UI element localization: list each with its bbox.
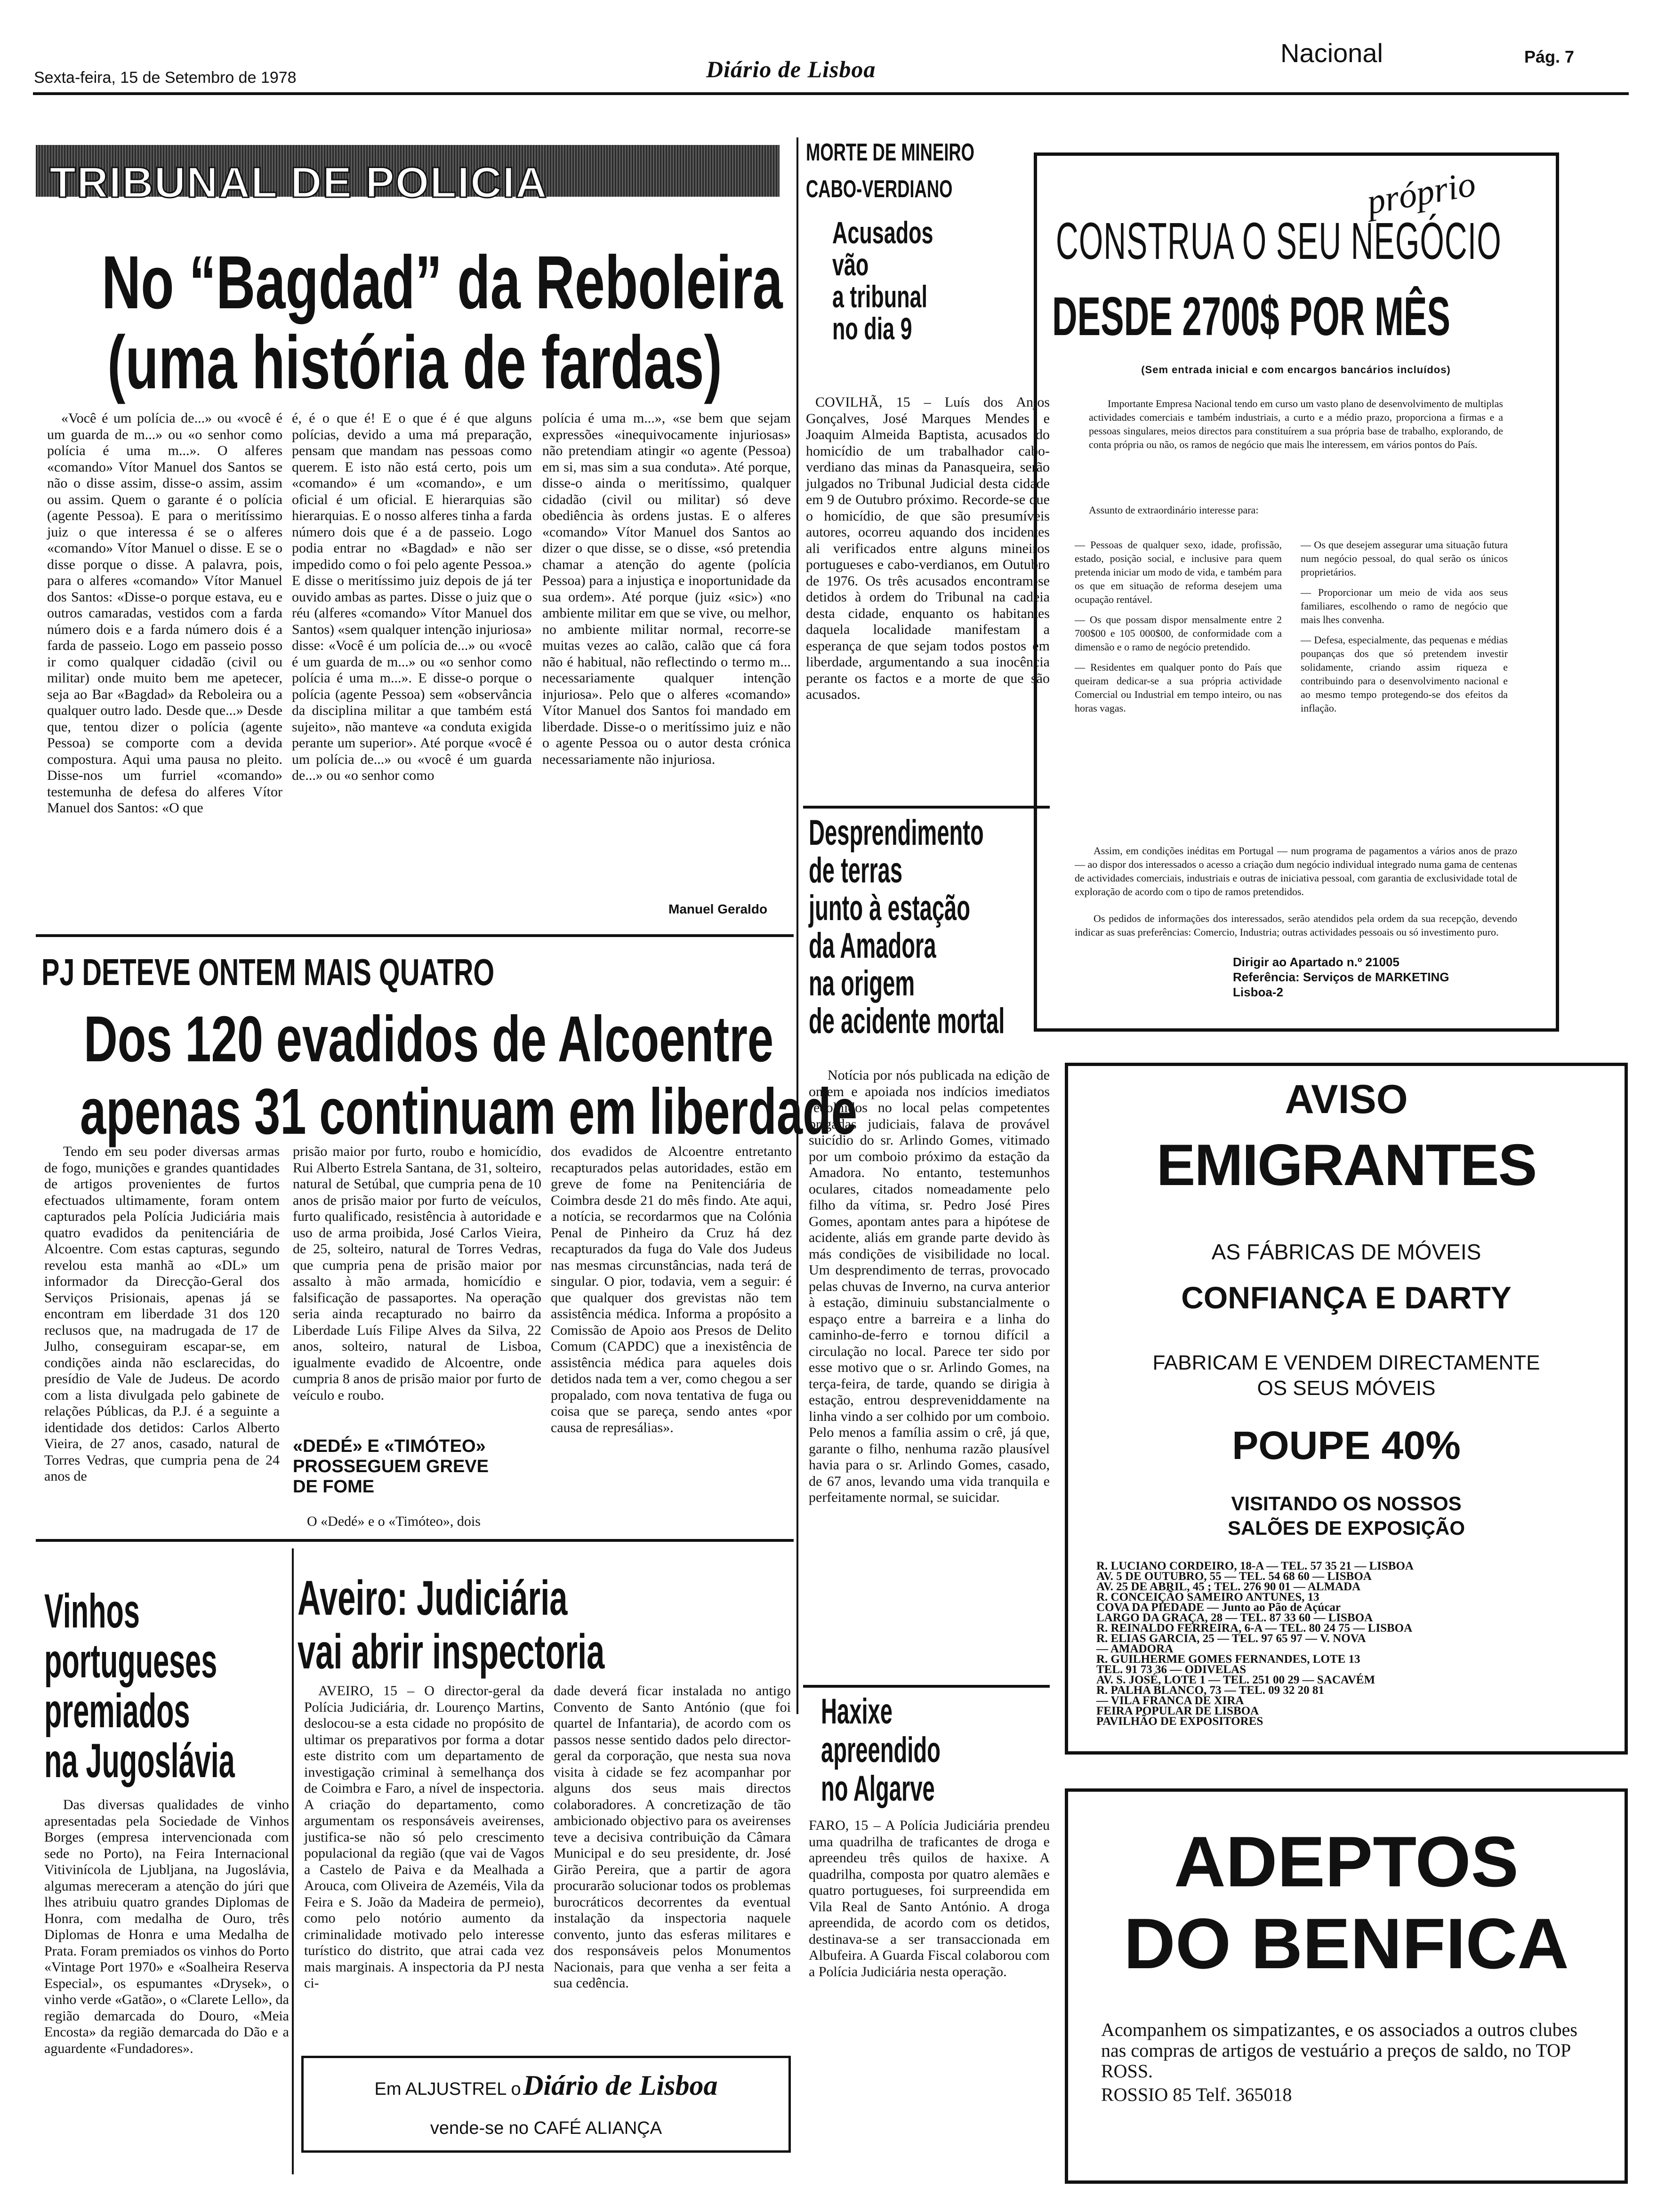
vinhos-headline-line: premiados xyxy=(44,1684,190,1738)
header-page-number: Pág. 7 xyxy=(1524,47,1575,66)
aveiro-column-2: dade deverá ficar instalada no antigo Convento de Santo António (que foi quartel de Infantaria), de acordo com os passos nesse sentido dados pelo director-geral da corporação, que nesta sua nova visita à cidade se fez acompanhar por alguns dos seus mais directos colaboradores. A concretização de tão ambicionado objectivo para os aveirenses teve a decisiva contribuição da Câmara Municipal e do seu presidente, dr. José Girão Pereira, que a partir de agora procurarão solucionar todos os problemas burocráticos decorrentes da eventual instalação da inspectoria naquele convento, junto das esferas militares e dos responsáveis pelos Monumentos Nacionais, para que venha a ser feita a sua cedência. xyxy=(554,1683,791,1991)
tribunal-headline-1: No “Bagdad” da Reboleira xyxy=(102,240,783,324)
pj-column-1: Tendo em seu poder diversas armas de fogo, munições e grandes quantidades de artigos provenientes de furtos efectuados ultimamente, foram ontem capturados pela Polícia Judiciária mais quatro evadidos da penitenciária de Alcoentre. Com estas capturas, segundo revelou esta manhã ao «DL» um informador da Direcção-Geral dos Serviços Prisionais, apenas já se encontram em liberdade 31 dos 120 reclusos que, na madrugada de 17 de Julho, conseguiram escapar-se, em condições ainda não esclarecidas, do presídio de Vale de Judeus. De acordo com a lista divulgada pelo gabinete de relações Públicas, da P.J. é a seguinte a identidade dos detidos: Carlos Alberto Vieira, de 27 anos, casado, natural de Torres Vedras, que cumpria pena de 24 anos de xyxy=(44,1144,280,1484)
tribunal-headline-2: (uma história de fardas) xyxy=(107,320,722,404)
haxixe-body: FARO, 15 – A Polícia Judiciária prendeu uma quadrilha de traficantes de droga e apreendeu três quilos de haxixe. A quadrilha, composta por quatro alemães e quatro portugueses, foi surpreendida em Vila Real de Santo António. A droga apreendida, de acordo com os detidos, destinava-se a ser transaccionada em Albufeira. A Guarda Fiscal colaborou com a Polícia Judiciária nesta operação. xyxy=(809,1818,1050,1980)
ad-emigrantes-address: TEL. 91 73 36 — ODIVELAS xyxy=(1096,1663,1247,1676)
ad-emigrantes-fabricam-2: OS SEUS MÓVEIS xyxy=(1257,1377,1436,1400)
pj-kicker: PJ DETEVE ONTEM MAIS QUATRO xyxy=(41,951,495,993)
ad-emigrantes-address: R. PALHA BLANCO, 73 — TEL. 09 32 20 81 xyxy=(1096,1684,1324,1697)
header-section: Nacional xyxy=(1280,38,1383,68)
amadora-headline-line: Desprendimento xyxy=(809,813,984,853)
aveiro-headline-2: vai abrir inspectoria xyxy=(298,1625,605,1679)
tribunal-banner-text: TRIBUNAL DE POLICIA xyxy=(49,159,548,207)
ad-negocio-right-list xyxy=(1301,538,1508,715)
ad-negocio-subtitle: Assunto de extraordinário interesse para: xyxy=(1089,504,1259,516)
ad-emigrantes-fabricam-1: FABRICAM E VENDEM DIRECTAMENTE xyxy=(1152,1351,1540,1374)
separator-mineiro-bottom xyxy=(803,806,1050,809)
haxixe-headline-line: apreendido xyxy=(821,1730,941,1770)
pj-column-2: prisão maior por furto, roubo e homicídio, Rui Alberto Estrela Santana, de 31, solteiro, natural de Setúbal, que cumpria pena de 10 anos de prisão maior por furto de veículos, furto qualificado, resistência à autoridade e uso de arma proibida, José Carlos Vieira, de 25, solteiro, natural de Torres Vedras, que cumpria pena de prisão maior por assalto à mão armada, homicídio e falsificação de passaportes. Na operação seria ainda recapturado no bairro da Liberdade Luís Filipe Alves da Silva, 22 anos, solteiro, natural de Lisboa, igualmente evadido de Alcoentre, onde cumpria 8 anos de prisão maior por furto de veículo e roubo. xyxy=(293,1144,541,1403)
ad-emigrantes-poupe: POUPE 40% xyxy=(1232,1423,1461,1467)
ad-emigrantes-address-list xyxy=(1096,1561,1414,1727)
ad-emigrantes-visitando-1: VISITANDO OS NOSSOS xyxy=(1231,1492,1462,1515)
ad-benfica xyxy=(1065,1788,1628,2184)
separator-tribunal-bottom xyxy=(36,934,794,937)
ad-negocio-para-1: Assim, em condições inéditas em Portugal — num programa de pagamentos a vários anos de prazo — ao dispor dos interessados o acesso a criação dum negócio individual integrado numa gama de centenas de actividades comerciais, industriais e outras de iniciativa pessoal, com garantia de exclusividade total de exploração de acordo com o tipo de ramos pretendidos. xyxy=(1075,845,1517,898)
ad-emigrantes-address: PAVILHÃO DE EXPOSITORES xyxy=(1096,1715,1263,1728)
pj-headline-2: apenas 31 continuam em liberdade xyxy=(80,1075,858,1148)
ad-negocio-list-item: — Proporcionar um meio de vida aos seus familiares, escolhendo o ramo de negócio que mais lhes convenha. xyxy=(1301,586,1508,625)
pj-subhead: «DEDÉ» E «TIMÓTEO» PROSSEGUEM GREVE DE FOME xyxy=(293,1436,489,1497)
ad-benfica-line-1: ADEPTOS xyxy=(1174,1822,1519,1902)
separator-amadora-bottom xyxy=(803,1685,1050,1688)
aljustrel-line-2: vende-se no CAFÉ ALIANÇA xyxy=(430,2118,662,2138)
ad-emigrantes-address: AV. 25 DE ABRIL, 45 ; TEL. 276 90 01 — ALMADA xyxy=(1096,1580,1361,1593)
aljustrel-line-1 xyxy=(304,2069,788,2102)
ad-negocio-line-2: DESDE 2700$ POR MÊS xyxy=(1052,286,1450,347)
ad-emigrantes-aviso: AVISO xyxy=(1285,1077,1408,1122)
amadora-headline-line: de terras xyxy=(809,850,903,890)
separator-vinhos-vertical xyxy=(292,1548,294,2174)
ad-emigrantes-address: R. ELIAS GARCIA, 25 — TEL. 97 65 97 — V. NOVA xyxy=(1096,1632,1366,1645)
ad-negocio-para-2: Os pedidos de informações dos interessados, serão atendidos pela ordem da sua recepção, devendo indicar as suas preferências: Comercio, Industria; outras actividades pessoais ou só investimento puro. xyxy=(1075,913,1517,938)
ad-benfica-line-2: DO BENFICA xyxy=(1124,1904,1569,1984)
ad-emigrantes-address: AV. S. JOSÉ, LOTE 1 — TEL. 251 00 29 — SACAVÉM xyxy=(1096,1674,1375,1686)
ad-emigrantes-address: FEIRA POPULAR DE LISBOA xyxy=(1096,1705,1259,1717)
separator-vertical-left xyxy=(796,137,798,1714)
ad-negocio-list-item: — Defesa, especialmente, das pequenas e médias poupanças dos que só pretendem investir solidamente, criando assim riqueza e contribuindo para o desenvolvimento nacional e ao mesmo tempo protegendo-se dos efeitos da inflação. xyxy=(1301,634,1508,714)
ad-emigrantes-fabricas: AS FÁBRICAS DE MÓVEIS xyxy=(1211,1240,1481,1264)
tribunal-column-3: polícia é uma m...», «se bem que sejam expressões «inequivocamente injuriosas» não pretendiam atingir «o agente (Pessoa) em si, mas sim a sua conduta». Até porque, disse-o ainda o meritíssimo, qualquer cidadão (civil ou militar) só deve obediência às ordens justas. E o alferes «comando» Vítor Manuel dos Santos ao dizer o que disse, se o disse, «só pretendia chamar a atenção do agente (polícia Pessoa) para a injustiça e inoportunidade da sua ordem». Até porque (juiz «sic») «no ambiente militar em que se vive, ou melhor, no ambiente militar normal, recorre-se muitas vezes ao calão, calão que cá fora não é habitual, não reflectindo o termo m... necessariamente qualquer intenção injuriosa». Pelo que o alferes «comando» Vítor Manuel dos Santos foi mandado em liberdade. Disse-o o meritíssimo juiz e não o agente Pessoa ou o autor desta crónica necessariamente não injuriosa. xyxy=(542,410,791,767)
ad-negocio-address-1: Dirigir ao Apartado n.º 21005 xyxy=(1233,955,1400,969)
ad-negocio-list-item: — Os que possam dispor mensalmente entre 2 700$00 e 105 000$00, de conformidade com a dimensão e o ramo de negócio pretendido. xyxy=(1075,614,1282,653)
mineiro-body: COVILHÃ, 15 – Luís dos Anjos Gonçalves, José Marques Mendes e Joaquim Almeida Baptista, acusados do homicídio de um trabalhador cabo-verdiano das minas da Panasqueira, serão julgados no Tribunal Judicial desta cidade em 9 de Outubro próximo. Recorde-se que o homicídio, de que são presumíveis autores, ocorreu aquando dos incidentes ali verificados entre alguns mineiros portugueses e cabo-verdianos, em Outubro de 1976. Os três acusados encontram-se detidos à ordem do Tribunal na cadeia desta cidade, enquanto os habitantes daquela localidade manifestam a esperança de que sejam todos postos em liberdade, argumentando a sua inocência perante os factos e a morte de que são acusados. xyxy=(806,394,1050,702)
ad-emigrantes-address: — AMADORA xyxy=(1096,1643,1174,1655)
pj-column-2-end: O «Dedé» e o «Timóteo», dois xyxy=(307,1514,481,1529)
tribunal-column-2: é, é o que é! E o que é é que alguns polícias, devido a uma má preparação, pensam que mandam nas pessoas como querem. E isto não está certo, pois um «comando» é um «comando», e um oficial é um oficial. E hierarquias são hierarquias. E o nosso alferes tinha a farda número dois que é a de passeio. Logo podia entrar no «Bagdad» e não ser impedido como o foi pelo agente Pessoa.» E disse o meritíssimo juiz depois de já ter ouvido ambas as partes. Disse o juiz que o réu (alferes «comando» Vítor Manuel dos Santos) «sem qualquer intenção injuriosa» disse: «Você é um polícia de...» ou «você é um guarda de m...» ou «o senhor como polícia é uma m...». E disse-o porque o polícia (agente Pessoa) sem «observância da disciplina militar a que também está sujeito», não manteve «a conduta exigida perante um superior». Até porque «você é um polícia de...» ou «você é um guarda de...» ou «o senhor como xyxy=(292,410,532,783)
ad-negocio-intro: Importante Empresa Nacional tendo em curso um vasto plano de desenvolvimento de multiplas actividades comerciais e também industriais, a curto e a médio prazo, proporciona a firmas e a pessoas singulares, meios directos para constituírem a sua própria base de trabalho, explorando, de conta própria ou não, os ramos de negócio que mais lhe interessem, em vários pontos do País. xyxy=(1089,398,1503,450)
ad-negocio-list-item: — Residentes em qualquer ponto do País que queiram dedicar-se a sua própria actividade Comercial ou Industrial em tempo inteiro, ou nas horas vagas. xyxy=(1075,661,1282,714)
ad-negocio-list-item: — Os que desejem assegurar uma situação futura num negócio pessoal, do qual serão os únicos proprietários. xyxy=(1301,539,1508,578)
mineiro-kicker-2: CABO-VERDIANO xyxy=(806,176,953,203)
ad-emigrantes-address: — VILA FRANCA DE XIRA xyxy=(1096,1694,1244,1707)
ad-negocio-left-list xyxy=(1075,538,1282,715)
amadora-headline xyxy=(809,814,1125,1040)
ad-negocio-address-2: Referência: Serviços de MARKETING xyxy=(1233,970,1449,984)
mineiro-headline-line: vão xyxy=(832,247,869,282)
aveiro-headline-1: Aveiro: Judiciária xyxy=(298,1571,568,1626)
vinhos-body: Das diversas qualidades de vinho apresentadas pela Sociedade de Vinhos Borges (empresa intervencionada com sede no Porto), na Feira Internacional Vitivinícola de Ljubljana, na Jugoslávia, algumas mereceram a atenção do júri que lhes atribuiu quatro grandes Diplomas de Honra, com medalha de Ouro, três Diplomas de Honra e uma Medalha de Prata. Foram premiados os vinhos do Porto «Vintage Port 1970» e «Soalheira Reserva Especial», os espumantes «Drysek», o vinho verde «Gatão», o «Clarete Lello», da região demarcada do Douro, «Meia Encosta» da região demarcada do Dão e a aguardente «Fundadores». xyxy=(44,1797,289,2056)
amadora-body: Notícia por nós publicada na edição de ontem e apoiada nos indícios imediatos recolhidos no local pelas competentes brigadas judiciais, falava de provável suicídio do sr. Arlindo Gomes, vitimado por um comboio próximo da estação da Amadora. No entanto, testemunhos oculares, citados nomeadamente pelo filho da vítima, sr. Pedro José Pires Gomes, apontam antes para a hipótese de acidente, aliás em grande parte devido às más condições de visibilidade no local. Um desprendimento de terras, provocado pelas chuvas de Inverno, na curva anterior à estação, diminuiu substancialmente o espaço entre a barreira e a linha do caminho-de-ferro e tornou difícil a circulação no local. Parece ter sido por esse motivo que o sr. Arlindo Gomes, na terça-feira, de tarde, quando se dirigia à estação, entrou despreveniddamente na linha vindo a ser colhido por um comboio. Pelo menos a família assim o crê, já que, garante o filho, nenhuma razão plausível havia para o sr. Arlindo Gomes, casado, de 67 anos, levando uma vida tranquila e perfeitamente normal, se suicidar. xyxy=(809,1067,1050,1505)
tribunal-column-1: «Você é um polícia de...» ou «você é um guarda de m...» ou «o senhor como polícia é uma m...». O alferes «comando» Vítor Manuel dos Santos se não o disse assim, disse-o assim, assim ou assim. Quem o garante é o polícia (agente Pessoa). E para o meritíssimo juiz o que interessa é se o alferes «comando» Vítor Manuel o disse. E se o disse porque o disse. A palavra, pois, para o alferes «comando» Vítor Manuel dos Santos: «Disse-o porque estava, eu e outros camaradas, vestidos com a farda número dois e a farda número dois é a farda de passeio. Logo em passeio posso ir como qualquer cidadão (civil ou militar) onde muito bem me apetecer, seja ao Bar «Bagdad» da Reboleira ou a qualquer outro lado. Desde que...» Desde que, tentou dizer o polícia (agente Pessoa) se comporte com a devida compostura. Aqui uma pausa no pleito. Disse-nos um furriel «comando» testemunha de defesa do alferes Vítor Manuel dos Santos: «O que xyxy=(47,410,282,816)
haxixe-headline xyxy=(821,1692,1014,1808)
vinhos-headline-line: Vinhos xyxy=(44,1584,140,1638)
haxixe-headline-line: Haxixe xyxy=(821,1691,893,1731)
amadora-headline-line: da Amadora xyxy=(809,926,936,966)
mineiro-headline xyxy=(832,216,981,345)
ad-emigrantes-address: LARGO DA GRAÇA, 28 — TEL. 87 33 60 — LISBOA xyxy=(1096,1611,1373,1624)
ad-negocio-list-item: — Pessoas de qualquer sexo, idade, profissão, estado, posição social, e inclusive para quem pretenda iniciar um modo de vida, e também para os que em situação de reforma desejem uma ocupação rentável. xyxy=(1075,539,1282,605)
header-rule xyxy=(33,92,1629,95)
aveiro-column-1: AVEIRO, 15 – O director-geral da Polícia Judiciária, dr. Lourenço Martins, deslocou-se a esta cidade no propósito de ultimar os preparativos por forma a dotar este distrito com um departamento de investigação criminal à semelhança dos de Coimbra e Faro, a nível de inspectoria. A criação do departamento, como argumentam os responsáveis aveirenses, justifica-se não só pelo crescimento populacional da região (que vai de Vagos a Castelo de Paiva e da Mealhada a Arouca, com Oliveira de Azeméis, Vila da Feira e S. João da Madeira de permeio), como pelo notório aumento da criminalidade motivado pelo interesse turístico do distrito, que atrai cada vez mais marginais. A inspectoria da PJ nesta ci- xyxy=(304,1683,544,1991)
mineiro-headline-line: no dia 9 xyxy=(832,311,912,346)
ad-emigrantes-address: COVA DA PIEDADE — Junto ao Pão de Açúcar xyxy=(1096,1601,1341,1614)
ad-negocio-address-3: Lisboa-2 xyxy=(1233,985,1283,999)
amadora-headline-line: na origem xyxy=(809,963,915,1003)
pj-headline-1: Dos 120 evadidos de Alcoentre xyxy=(84,1003,774,1075)
ad-negocio-script: próprio xyxy=(1364,164,1479,222)
ad-negocio-note: (Sem entrada inicial e com encargos bancários incluídos) xyxy=(1141,364,1451,376)
ad-emigrantes-address: R. GUILHERME GOMES FERNANDES, LOTE 13 xyxy=(1096,1653,1360,1666)
ad-benfica-body: Acompanhem os simpatizantes, e os associados a outros clubes nas compras de artigos de vestuário a preços de saldo, no TOP ROSS. xyxy=(1101,2019,1577,2082)
aljustrel-box xyxy=(301,2056,791,2153)
aljustrel-text: Em ALJUSTREL o xyxy=(374,2079,521,2099)
ad-emigrantes-brand: CONFIANÇA E DARTY xyxy=(1181,1280,1512,1315)
ad-emigrantes-address: AV. 5 DE OUTUBRO, 55 — TEL. 54 68 60 — LISBOA xyxy=(1096,1570,1372,1583)
ad-emigrantes-address: R. LUCIANO CORDEIRO, 18-A — TEL. 57 35 21 — LISBOA xyxy=(1096,1560,1414,1572)
mineiro-headline-line: a tribunal xyxy=(832,279,927,314)
ad-emigrantes-visitando-2: SALÕES DE EXPOSIÇÃO xyxy=(1227,1517,1465,1539)
header-paper-name: Diário de Lisboa xyxy=(706,56,876,82)
ad-benfica-address: ROSSIO 85 Telf. 365018 xyxy=(1101,2084,1292,2105)
ad-emigrantes-title: EMIGRANTES xyxy=(1156,1133,1536,1198)
ad-emigrantes-address: R. CONCEIÇÃO SAMEIRO ANTUNES, 13 xyxy=(1096,1591,1319,1603)
aljustrel-paper-name: Diário de Lisboa xyxy=(523,2070,718,2101)
pj-column-3: dos evadidos de Alcoentre entretanto recapturados pelas autoridades, estão em greve de fome na Penitenciária de Coimbra desde 21 do mês findo. Ate aqui, a notícia, se recordarmos que na Colónia Penal de Pinheiro da Cruz há dez recapturados da fuga do Vale dos Judeus nas mesmas circunstâncias, nada terá de singular. O pior, todavia, vem a seguir: é que qualquer dos grevistas não tem assistência médica. Informa a propósito a Comissão de Apoio aos Presos de Delito Comum (CAPDC) que a inexistência de assistência médica para aqueles dois detidos nada tem a ver, como chegou a ser propalado, com nova tentativa de fuga ou coisa que se pareça, sendo antes «por causa de represálias». xyxy=(551,1144,792,1435)
ad-emigrantes-address: R. REINALDO FERREIRA, 6-A — TEL. 80 24 75 — LISBOA xyxy=(1096,1622,1413,1635)
tribunal-byline: Manuel Geraldo xyxy=(668,902,768,916)
haxixe-headline-line: no Algarve xyxy=(821,1769,935,1809)
amadora-headline-line: de acidente mortal xyxy=(809,1001,1005,1041)
ad-emigrantes xyxy=(1065,1063,1628,1755)
amadora-headline-line: junto à estação xyxy=(809,888,971,928)
mineiro-headline-line: Acusados xyxy=(832,215,933,250)
separator-pj-bottom xyxy=(36,1539,794,1542)
vinhos-headline-line: portugueses xyxy=(44,1634,217,1688)
header-date: Sexta-feira, 15 de Setembro de 1978 xyxy=(34,69,297,87)
ad-negocio-line-1: CONSTRUA O SEU NEGÓCIO xyxy=(1056,212,1502,270)
mineiro-kicker-1: MORTE DE MINEIRO xyxy=(806,139,974,166)
vinhos-headline-line: na Jugoslávia xyxy=(44,1734,235,1787)
